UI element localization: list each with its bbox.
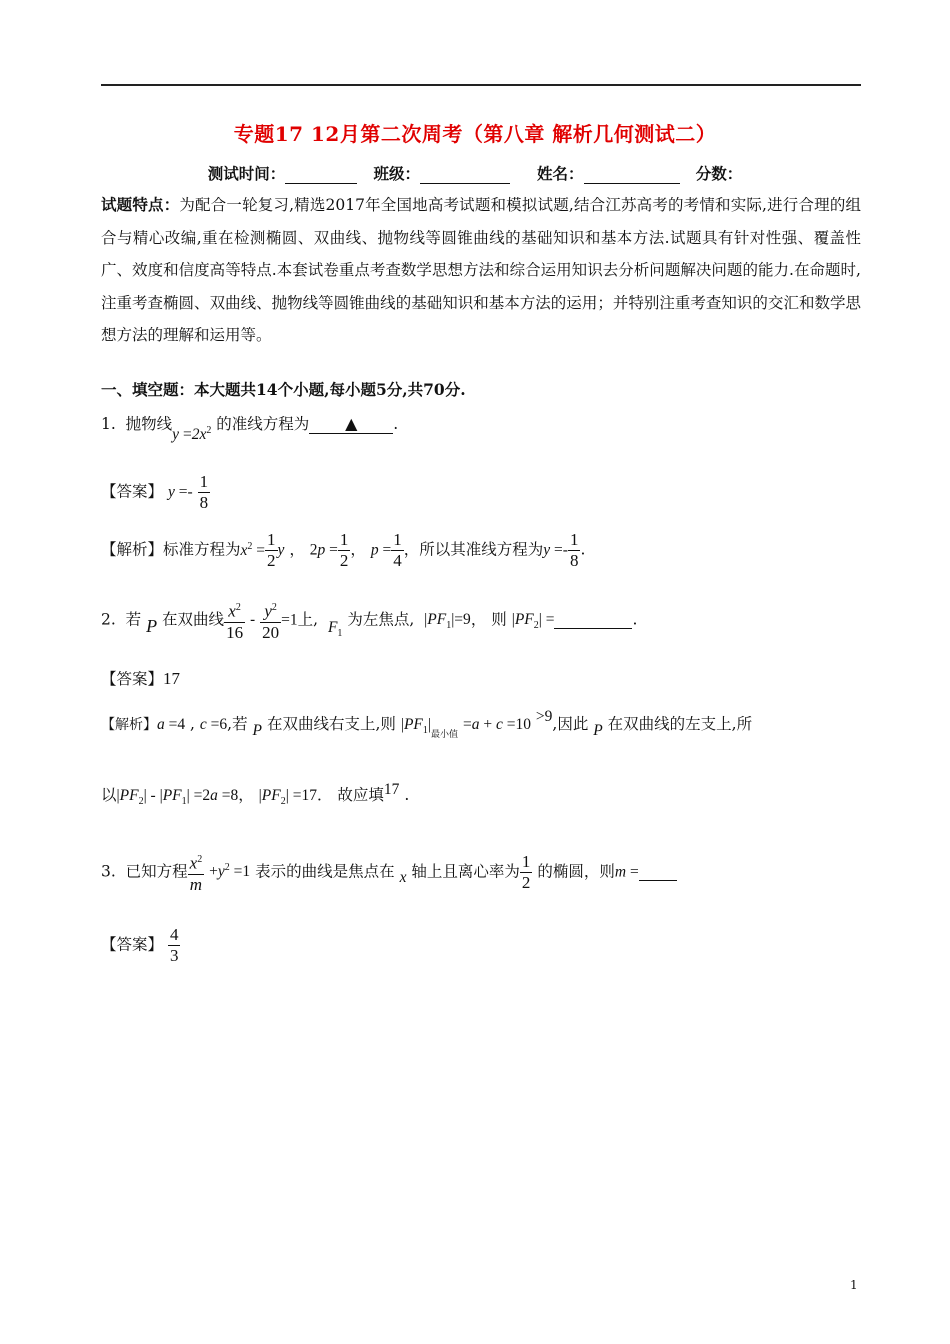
- formula: P: [593, 722, 603, 739]
- answer-blank: [554, 610, 632, 629]
- formula: $F_1$: [327, 619, 343, 640]
- answer-value: 17: [383, 781, 400, 798]
- formula: y =-: [543, 541, 568, 559]
- score-label: 分数：: [695, 164, 743, 183]
- class-blank: [420, 167, 510, 184]
- formula: p =: [370, 541, 392, 559]
- answer-1: [101, 472, 210, 513]
- formula: =a + c =10: [462, 716, 531, 733]
- question-text: 表示的曲线是焦点在: [255, 862, 395, 881]
- answer-value: 17: [163, 669, 181, 688]
- formula: $|PF_1|=9$: [424, 611, 471, 632]
- fraction: $\frac{1}{4}$: [393, 530, 402, 570]
- question-text: 在双曲线: [162, 610, 225, 629]
- exam-info-line: [0, 162, 950, 184]
- analysis-2-cont: 以$|PF_2| - |PF_1| =2a =8$， $|PF_2| =17$． 故应填17 .: [101, 781, 410, 808]
- fraction: $\frac{1}{2}$: [267, 530, 276, 570]
- fraction: $\frac{1}{8}$: [569, 530, 579, 570]
- question-text: 的椭圆，则: [537, 862, 615, 881]
- question-text: 已知方程: [125, 862, 188, 881]
- page-title: 专题17 12月第二次周考（第八章 解析几何测试二）: [233, 122, 717, 146]
- page-number: 1: [850, 1278, 858, 1292]
- fraction: $\frac{y^2}{20}$: [260, 598, 281, 643]
- formula: y =-: [167, 483, 193, 501]
- analysis-text: 在双曲线右支上,则: [266, 715, 396, 733]
- answer-label: 【答案】: [101, 935, 164, 954]
- formula: P: [146, 616, 158, 637]
- formula: c =6: [199, 716, 228, 733]
- answer-2: [101, 667, 180, 689]
- analysis-text: 所以其准线方程: [419, 540, 528, 559]
- question-text: 为左焦点,: [347, 610, 415, 629]
- intro-paragraph: [101, 189, 861, 352]
- analysis-label: 【解析】: [101, 717, 157, 733]
- formula: 2p =: [309, 541, 338, 559]
- question-1: [101, 412, 399, 443]
- analysis-text: ,因此: [552, 715, 589, 733]
- analysis-text: 标准方程为: [163, 540, 241, 559]
- question-number: 3.: [101, 862, 116, 881]
- time-blank: [285, 167, 357, 184]
- question-number: 2.: [101, 610, 116, 629]
- header-rule: [101, 84, 861, 86]
- answer-3: [101, 925, 180, 966]
- intro-text: 为配合一轮复习,精选2017年全国地高考试题和模拟试题,结合江苏高考的考情和实际,进行合理的组合与精心改编,重在检测椭圆、双曲线、抛物线等圆锥曲线的基础知识和基本方法.试题具有针对性强、覆盖性广、效度和信度高等特点.本套试卷重点考查数学思想方法和综合运用知识去分析问题解决问题的能力.在命题时,注重考查椭圆、双曲线、抛物线等圆锥曲线的基础知识和基本方法的运用；并特别注重考查知识的交汇和数学思想方法的理解和运用等。: [101, 196, 861, 344]
- formula: =1: [281, 611, 298, 629]
- question-text: 的准线方程为: [216, 415, 310, 433]
- question-text: 若: [125, 610, 142, 629]
- question-text: 则: [491, 610, 507, 629]
- triangle-icon: ▲: [345, 414, 358, 433]
- answer-blank: [639, 862, 677, 881]
- formula: $x^2$ =: [240, 540, 266, 559]
- question-number: 1.: [101, 415, 116, 433]
- formula: $+y^2 =1$: [209, 862, 251, 881]
- subscript-label: 最小值: [430, 730, 458, 740]
- formula: $y =2x^2$: [172, 424, 212, 443]
- analysis-text: ,若: [227, 715, 248, 733]
- formula: $|PF_2| - |PF_1| =2a =8$: [116, 787, 239, 808]
- punctuation: .: [404, 786, 410, 804]
- name-blank: [584, 167, 680, 184]
- formula: y: [277, 541, 285, 559]
- question-3: [101, 850, 677, 895]
- formula: m =: [614, 863, 639, 881]
- formula: $|PF_1|$: [400, 716, 431, 737]
- analysis-text: 为: [527, 540, 544, 559]
- fraction: $\frac{1}{2}$: [521, 851, 531, 892]
- fraction: $\frac{4}{3}$: [169, 925, 179, 965]
- fraction: $\frac{1}{8}$: [199, 472, 209, 512]
- formula: a =4: [157, 716, 186, 733]
- formula: x: [399, 869, 407, 887]
- answer-label: 【答案】: [101, 670, 164, 688]
- time-label: 测试时间：: [207, 164, 286, 183]
- analysis-text: 故应填: [337, 786, 384, 804]
- punctuation: .: [393, 415, 399, 433]
- question-text: 上,: [297, 610, 319, 629]
- name-label: 姓名：: [536, 164, 584, 183]
- fraction: $\frac{1}{2}$: [339, 530, 349, 570]
- question-2: 2. 若 P 在双曲线 $\frac{x^2}{16}$ - $\frac{y^2}{20}$ =1上, $F_1$ 为左焦点, $|PF_1|=9$， 则 $|PF_2|$ = .: [101, 598, 637, 643]
- analysis-text: 以: [101, 786, 117, 804]
- analysis-1: 【解析】标准方程为$x^2$ = $\frac{1}{2}$ y ， 2p = $\frac{1}{2}$ ， p = $\frac{1}{4}$ ，所以其准线方程为y =- $\frac{1}{8}$ .: [101, 530, 586, 570]
- analysis-2: 【解析】a =4 , c =6,若 P 在双曲线右支上,则 $|PF_1|_{最小值} =a + c =10 >9$,因此 P 在双曲线的左支上,所: [101, 708, 753, 740]
- formula: $|PF_2|$ =: [511, 611, 555, 632]
- formula: >9: [535, 708, 553, 725]
- fraction: $\frac{x^2}{m}$: [188, 850, 205, 895]
- punctuation: .: [632, 610, 638, 629]
- answer-blank: [309, 414, 393, 434]
- class-label: 班级：: [373, 164, 420, 183]
- formula: $|PF_2| =17$: [258, 787, 317, 808]
- question-text: 轴上且离心率为: [411, 862, 520, 881]
- section-heading: 一、填空题：本大题共14个小题,每小题5分,共70分.: [101, 380, 466, 399]
- formula: P: [252, 722, 263, 739]
- fraction: $\frac{x^2}{16}$: [224, 598, 245, 643]
- answer-label: 【答案】: [101, 482, 164, 501]
- intro-label: 试题特点：: [101, 195, 180, 214]
- analysis-text: 在双曲线的左支上,所: [607, 715, 753, 733]
- question-text: 抛物线: [125, 415, 173, 433]
- analysis-label: 【解析】: [101, 540, 164, 559]
